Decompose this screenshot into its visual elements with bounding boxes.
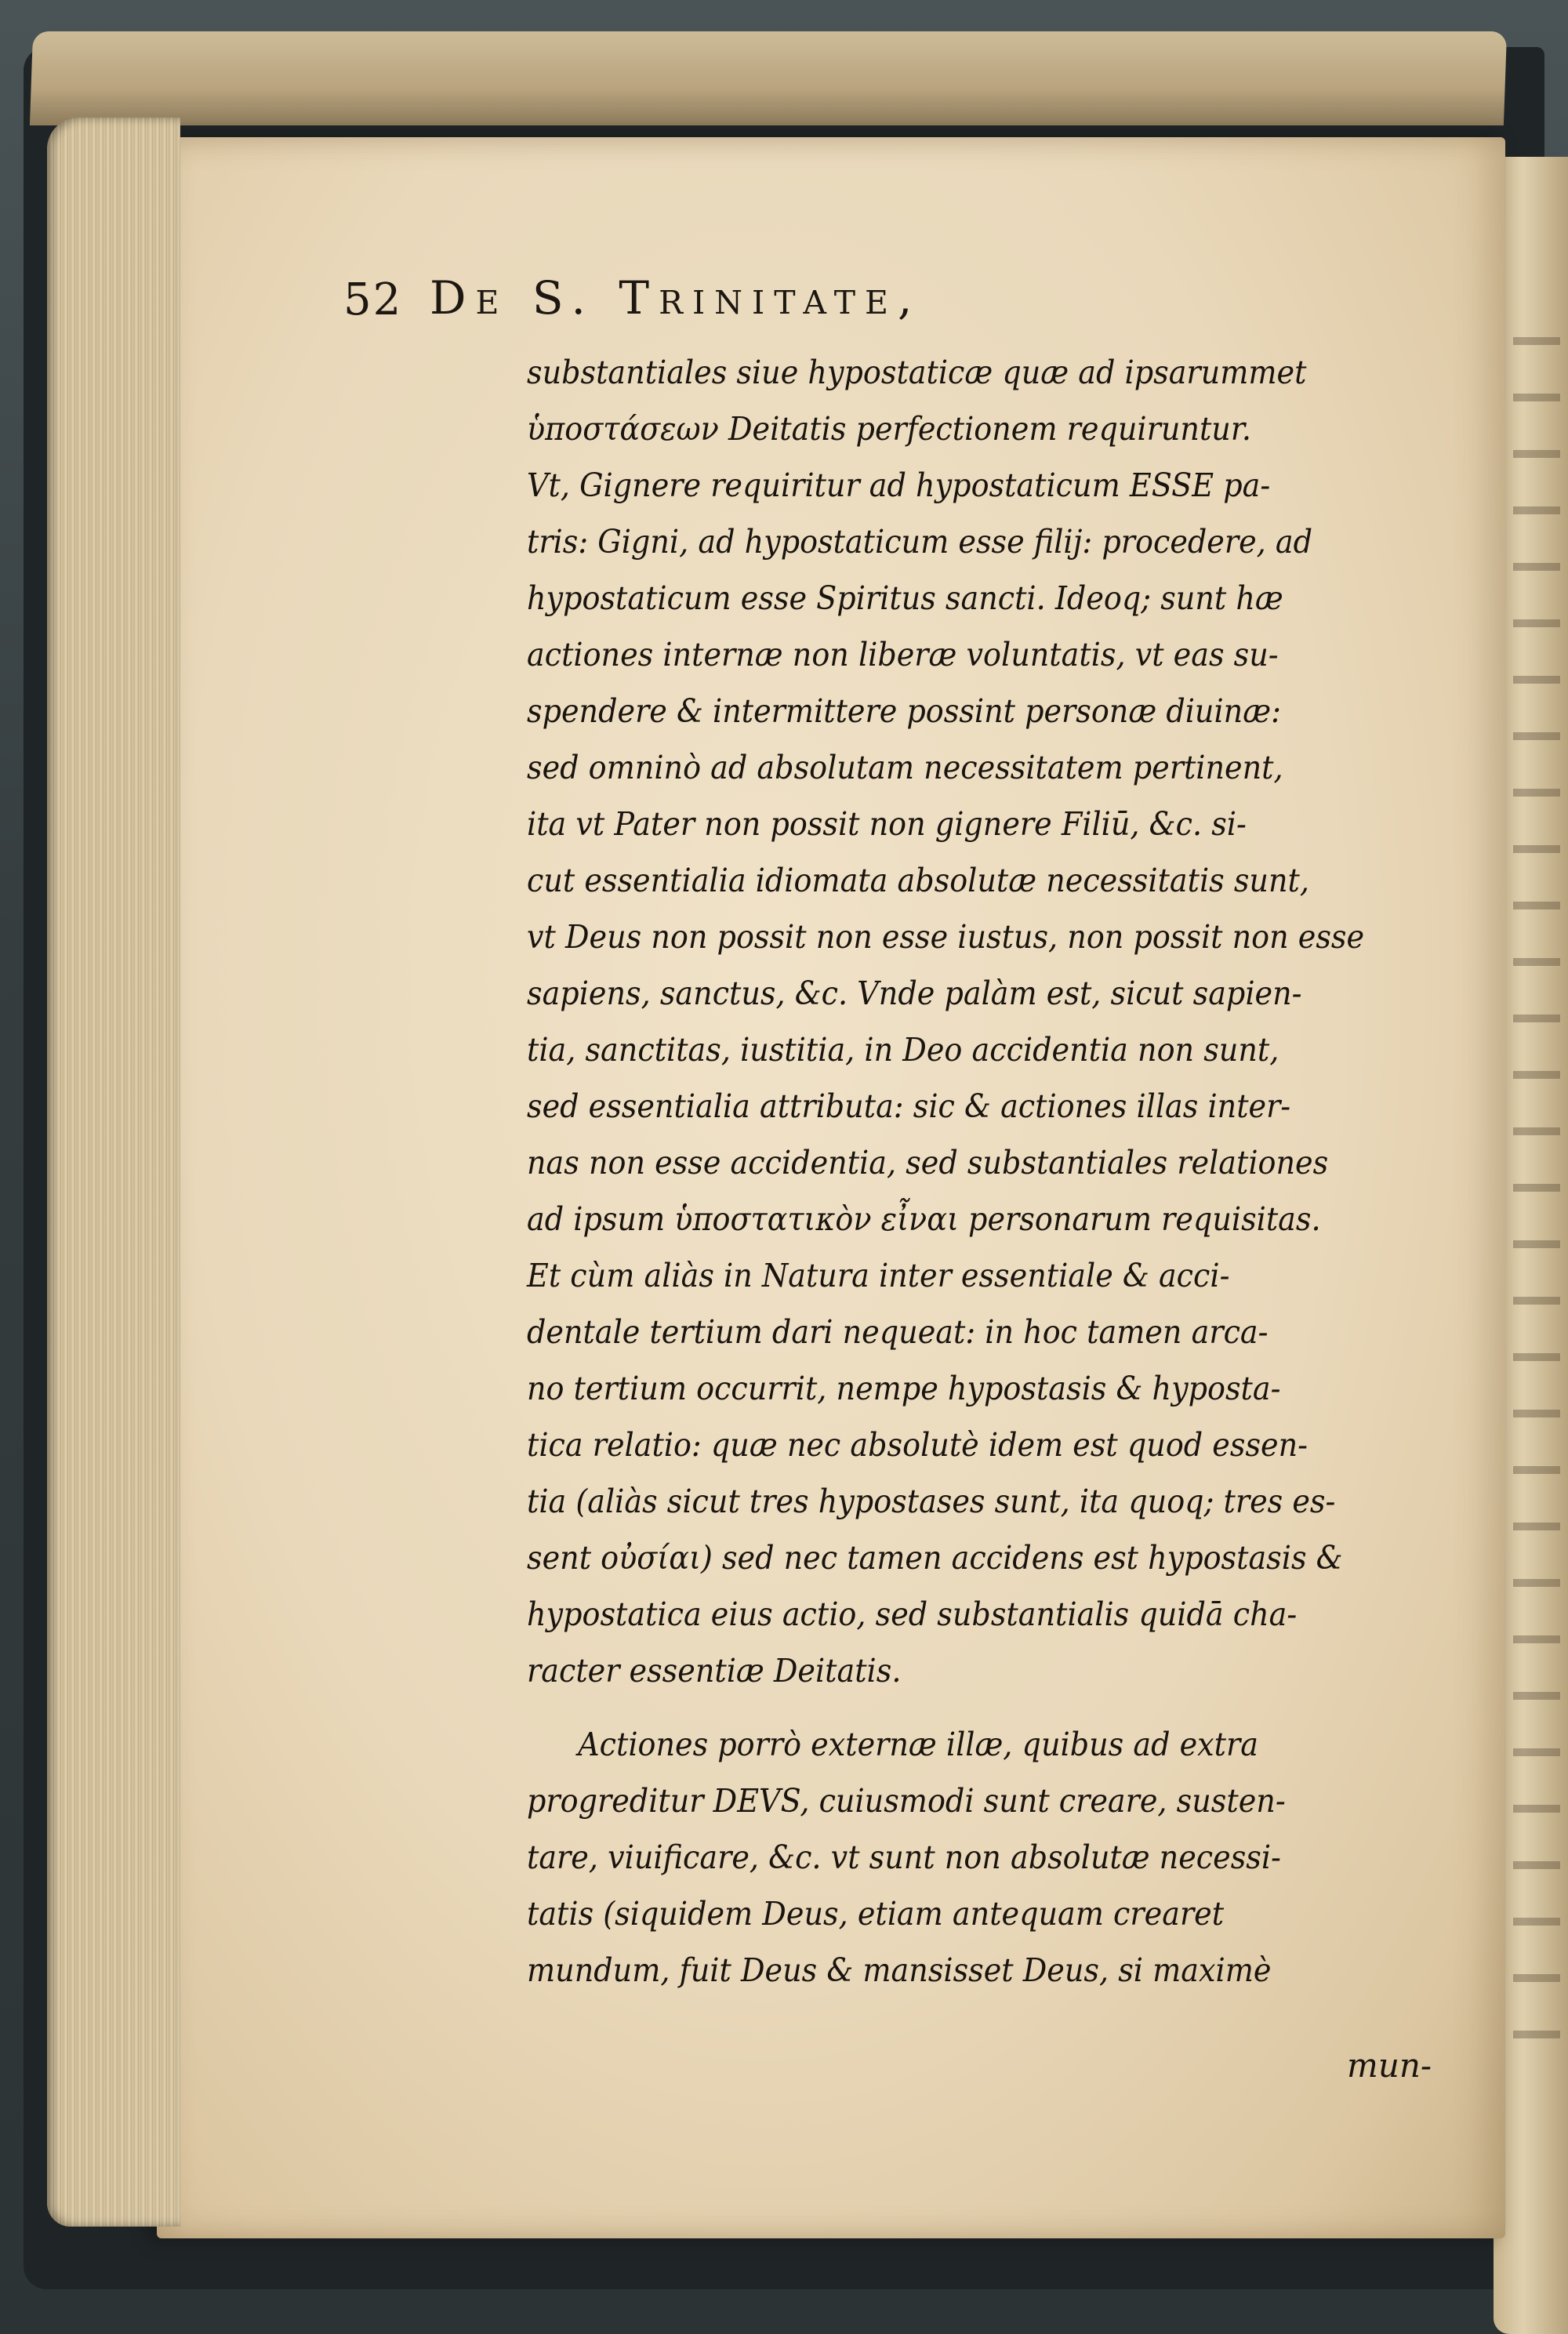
page-number: 52 [343,274,403,325]
text-line: Vt, Gignere requiritur ad hypostaticum ESSE pa- [527,466,1271,504]
text-line: tatis (siquidem Deus, etiam antequam crearet [527,1895,1225,1933]
text-line: spendere & intermittere possint personæ diuinæ: [527,692,1281,730]
facing-page-text-shadow [1513,314,1560,2038]
text-line: Et cùm aliàs in Natura inter essentiale & acci- [527,1257,1230,1294]
text-line: tia (aliàs sicut tres hypostases sunt, ita quoq; tres es- [527,1483,1336,1520]
text-line: sed omninò ad absolutam necessitatem pertinent, [527,749,1283,786]
text-line: tris: Gigni, ad hypostaticum esse filij: procedere, ad [527,523,1313,561]
text-line: no tertium occurrit, nempe hypostasis & hyposta- [527,1370,1281,1407]
text-line: vt Deus non possit non esse iustus, non possit non esse [527,918,1365,956]
text-line: cut essentialia idiomata absolutæ necessitatis sunt, [527,862,1309,899]
text-line: ὑποστάσεων Deitatis perfectionem requiruntur. [527,410,1251,448]
text-line: tia, sanctitas, iustitia, in Deo accidentia non sunt, [527,1031,1279,1069]
page-header [343,271,1441,329]
text-line: substantiales siue hypostaticæ quæ ad ipsarummet [527,354,1307,391]
text-line: nas non esse accidentia, sed substantiales relationes [527,1144,1329,1182]
text-line: ita vt Pater non possit non gignere Filiū, &c. si- [527,805,1247,843]
text-line: hypostatica eius actio, sed substantialis quidā cha- [527,1595,1298,1633]
text-line: Actiones porrò externæ illæ, quibus ad extra [578,1726,1258,1763]
text-line: tica relatio: quæ nec absolutè idem est quod essen- [527,1426,1308,1464]
running-title: De S. Trinitate, [430,271,922,325]
text-line: ad ipsum ὑποστατικὸν εἶναι personarum requisitas. [527,1200,1321,1238]
text-line: sapiens, sanctus, &c. Vnde palàm est, sicut sapien- [527,975,1302,1012]
page-stack [47,118,180,2227]
text-line: mundum, fuit Deus & mansisset Deus, si maximè [527,1951,1272,1989]
text-line: sent οὐσίαι) sed nec tamen accidens est hypostasis & [527,1539,1343,1577]
text-line: racter essentiæ Deitatis. [527,1652,902,1690]
text-line: dentale tertium dari nequeat: in hoc tamen arca- [527,1313,1269,1351]
text-line: sed essentialia attributa: sic & actiones illas inter- [527,1087,1291,1125]
text-line: hypostaticum esse Spiritus sancti. Ideoq; sunt hæ [527,579,1283,617]
text-line: actiones internæ non liberæ voluntatis, vt eas su- [527,636,1279,673]
text-line: progreditur DEVS, cuiusmodi sunt creare, susten- [527,1782,1286,1820]
text-line: tare, viuificare, &c. vt sunt non absolutæ necessi- [527,1839,1281,1876]
book-top-edge [30,31,1507,125]
catchword: mun- [1347,2046,1432,2085]
